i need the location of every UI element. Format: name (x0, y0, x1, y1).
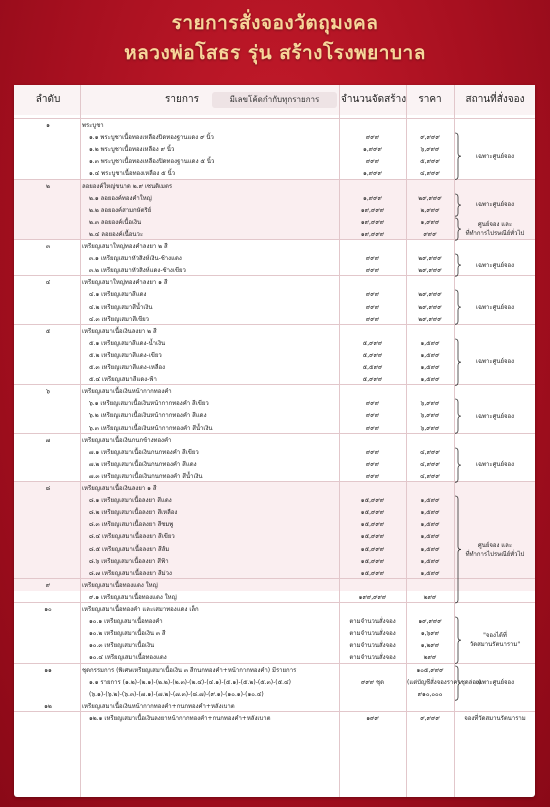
row-number: ๑๐ (44, 606, 52, 613)
row-item: ๑.๑ พระบูชาเนื้อทองเหลืองปิดทองฐานแดง ๙ นิ้ว (89, 134, 214, 142)
row-number: ๘ (45, 485, 51, 492)
row-qty: ๙๙๙ (365, 255, 380, 263)
row-price: ๒,๙๙๙ (420, 206, 440, 214)
row-price: ๑,๕๙๙ (420, 351, 440, 359)
row-price (407, 604, 453, 616)
table-row (14, 604, 535, 616)
brace-icon (454, 338, 462, 386)
row-item: ๓.๑ เหรียญเสมาหัวสิงห์เงิน-ช้างแดง (89, 255, 182, 263)
row-qty: ตามจำนวนสั่งจอง (349, 642, 396, 650)
row-qty: ๑๕,๙๙๙ (360, 533, 385, 541)
row-price: ๙๑๐,๐๐๐ (417, 690, 443, 698)
row-qty: ๙๙๙ (365, 303, 380, 311)
row-price: ๙๙๙ (423, 230, 437, 238)
brace-icon (454, 132, 462, 180)
row-item: เหรียญเสมาเนื้อเงินกนกข้างทองคำ (82, 436, 172, 444)
row-item: ๒.๒ ลอยองค์สามกษัตริย์ (89, 206, 152, 214)
row-price: ๔,๙๙๙ (420, 460, 440, 468)
row-price: ๑,๕๙๙ (420, 545, 440, 553)
row-price: ๒๙,๙๙๙ (418, 255, 442, 263)
row-item: ๔.๓ เหรียญเสมาสีเขียว (89, 315, 150, 323)
row-item: เหรียญเสมาเนื้อทองแดง ใหญ่ (82, 581, 158, 589)
row-number: ๕ (45, 327, 51, 335)
row-qty: ๑,๙๙๙ (363, 194, 382, 202)
row-item: ๑.๔ พระบูชาเนื้อทองเหลือง ๕ นิ้ว (89, 170, 176, 178)
row-qty: ๑๕,๙๙๙ (360, 509, 385, 517)
place-cell (461, 253, 529, 277)
row-number (22, 398, 74, 410)
row-number (22, 374, 74, 386)
table-row (14, 181, 535, 193)
table-row (14, 277, 535, 289)
brace-icon (454, 616, 462, 664)
page-subtitle: หลวงพ่อโสธร รุ่น สร้างโรงพยาบาล (124, 42, 426, 64)
row-item: ๑๐.๑ เหรียญเสมาเนื้อทองคำ (89, 618, 163, 626)
table-row (14, 241, 535, 253)
place-label: ศูนย์จอง และ (477, 541, 513, 549)
row-price: ๑,๕๙๙ (420, 521, 440, 529)
row-number (22, 507, 74, 519)
row-price: ๙,๙๙๙ (420, 714, 440, 722)
row-qty: ๙๙๙ (365, 158, 380, 166)
row-qty: ๙๙๙ (365, 424, 380, 432)
row-item: ๕.๒ เหรียญเสมาสีแดง-เขียว (89, 351, 162, 359)
row-item: ๕.๔ เหรียญเสมาสีแดง-ฟ้า (89, 376, 157, 384)
place-label: เฉพาะศูนย์จอง (475, 412, 515, 420)
row-qty: ๑๙,๙๙๙ (360, 218, 385, 226)
row-qty: ๙๙๙ (365, 412, 380, 420)
row-qty: ๙๙๙ (365, 472, 380, 480)
row-price: ๒๙๙ (423, 593, 437, 601)
row-qty: ตามจำนวนสั่งจอง (349, 654, 396, 662)
place-label: จองที่วัดสมานรัตนาราม (464, 715, 526, 723)
place-cell (461, 447, 529, 483)
row-qty (341, 181, 404, 193)
row-qty: ๕,๕๙๙ (362, 364, 383, 371)
row-price: ๑,๕๙๙ (420, 509, 440, 517)
row-price: ๑,๖๙๙ (420, 630, 440, 638)
row-number (22, 592, 74, 604)
row-number (22, 338, 74, 350)
row-qty (341, 120, 404, 132)
row-item: ๔.๑ เหรียญเสมาสีแดง (89, 291, 147, 299)
row-item: ๖.๑ เหรียญเสมาเนื้อเงินหน้ากากทองคำ สีเขียว (89, 400, 209, 408)
row-number (22, 265, 74, 277)
row-price: ๒๙,๙๙๙ (418, 267, 442, 275)
place-label: เฉพาะศูนย์จอง (475, 152, 515, 160)
row-qty: ๕,๙๙๙ (362, 351, 383, 359)
row-price (407, 181, 453, 193)
row-price (407, 701, 453, 713)
brace-icon (454, 253, 462, 277)
place-label: เฉพาะศูนย์จอง (475, 679, 515, 687)
row-number: ๓ (45, 243, 51, 250)
row-price: ๒๙,๙๙๙ (418, 291, 442, 299)
row-qty (341, 326, 404, 338)
row-number: ๑๒ (44, 702, 52, 710)
place-label: เฉพาะศูนย์จอง (475, 261, 515, 269)
row-item: ๒.๑ ลอยองค์ทองคำใหญ่ (89, 194, 152, 202)
row-item: เหรียญเสมาเนื้อทองคำ และเสมาทองแดง เล็ก (82, 606, 199, 613)
place-label: เฉพาะศูนย์จอง (475, 304, 515, 312)
place-cell (461, 217, 529, 241)
row-price: ๔,๙๙๙ (420, 170, 440, 178)
row-number: ๑๑ (44, 666, 52, 674)
row-qty: ตามจำนวนสั่งจอง (349, 618, 396, 626)
row-price: ๑๙,๙๙๙ (418, 618, 442, 626)
row-number: ๗ (45, 436, 51, 444)
order-table (14, 85, 535, 797)
row-number (22, 253, 74, 265)
brace-icon (454, 665, 462, 701)
row-qty: ๑๙๙ (366, 714, 379, 722)
row-qty: ตามจำนวนสั่งจอง (349, 630, 396, 638)
place-cell (461, 398, 529, 434)
row-qty: ๙๙๙ (365, 400, 380, 408)
row-price: ๑,๕๙๙ (420, 569, 440, 577)
row-number (22, 410, 74, 422)
row-qty: ๑๕,๙๙๙ (360, 497, 385, 505)
row-number (22, 616, 74, 628)
row-item: ๒.๓ ลอยองค์เนื้อเงิน (89, 218, 142, 226)
row-number (22, 205, 74, 217)
row-item: ๘.๗ เหรียญเสมาเนื้อลงยา สีม่วง (89, 569, 172, 577)
row-number (22, 495, 74, 507)
row-qty (341, 701, 404, 713)
row-number (22, 568, 74, 580)
table-row (14, 386, 535, 398)
row-number (22, 531, 74, 543)
row-qty: ๑๕,๙๙๙ (360, 557, 385, 565)
table-row (14, 713, 535, 725)
row-price (407, 120, 453, 132)
row-qty: ๙๙๙ ชุด (360, 678, 385, 686)
place-label: "จองได้ที่ (483, 632, 507, 640)
row-item: ๔.๒ เหรียญเสมาสีน้ำเงิน (89, 303, 153, 311)
row-qty: ๙๙๙ (365, 291, 380, 299)
row-price: ๕,๙๙๙ (420, 158, 440, 166)
row-qty: ๕,๙๙๙ (362, 376, 383, 384)
row-item: ๓.๒ เหรียญเสมาหัวสิงห์แดง-ช้างเขียว (89, 267, 186, 275)
group-rule (14, 118, 535, 119)
row-number (22, 652, 74, 664)
row-price: ๑,๕๙๙ (420, 557, 440, 565)
place-label: ที่ทำการไปรษณีย์ทั่วไป (465, 229, 525, 237)
row-item: ๗.๒ เหรียญเสมาเนื้อเงินกนกทองคำ สีแดง (89, 460, 197, 468)
row-price: ๒๙๙ (423, 654, 437, 662)
row-price: ๑,๕๙๙ (420, 376, 440, 384)
row-item: พระบูชา (82, 122, 104, 129)
row-qty: ๙๙๙ (365, 267, 380, 275)
row-item: ๙.๑ เหรียญเสมาเนื้อทองแดง ใหญ่ (89, 593, 177, 601)
row-qty: ๑๕,๙๙๙ (360, 521, 385, 529)
row-item: ๑.๒ พระบูชาเนื้อทองเหลือง ๙ นิ้ว (89, 146, 175, 154)
row-price (407, 386, 453, 398)
row-number (22, 628, 74, 640)
row-number (22, 229, 74, 241)
row-item: เหรียญเสมาเนื้อเงินลงยา ๒ สี (82, 327, 157, 335)
place-cell (461, 338, 529, 386)
row-item: ๕.๑ เหรียญเสมาสีแดง-น้ำเงิน (89, 339, 166, 347)
row-number (22, 302, 74, 314)
table-row (14, 483, 535, 495)
place-cell (461, 495, 529, 604)
place-cell (461, 616, 529, 664)
row-item: ๘.๖ เหรียญเสมาเนื้อลงยา สีฟ้า (89, 557, 169, 565)
row-qty: ๑๕,๙๙๙ (360, 545, 385, 553)
row-price (407, 483, 453, 495)
row-number: ๑ (46, 122, 50, 129)
row-price: ๑,๕๙๙ (420, 339, 440, 347)
row-number (22, 314, 74, 326)
table-row (14, 701, 535, 713)
row-price (407, 435, 453, 447)
row-price: ๑,๙๙๙ (420, 218, 440, 226)
row-number (22, 144, 74, 156)
brace-icon (454, 217, 462, 241)
row-number (22, 168, 74, 180)
place-label: เฉพาะศูนย์จอง (475, 358, 515, 366)
row-number (22, 471, 74, 483)
brace-icon (454, 495, 462, 604)
row-price (407, 326, 453, 338)
row-item: ๕.๓ เหรียญเสมาสีแดง-เหลือง (89, 364, 166, 371)
row-number (22, 156, 74, 168)
row-number (22, 350, 74, 362)
row-item: ๒.๔ ลอยองค์เนื้อนวะ (89, 230, 144, 238)
page-title: รายการสั่งจองวัตถุมงคล (171, 12, 379, 34)
table-row (14, 326, 535, 338)
row-qty (341, 689, 404, 701)
header-price: ราคา (418, 94, 442, 105)
row-qty: ๙๙๙ (365, 134, 380, 142)
place-cell (461, 132, 529, 180)
row-item: ๖.๓ เหรียญเสมาเนื้อเงินหน้ากากทองคำ สีน้ำเงิน (89, 424, 213, 432)
row-qty (341, 580, 404, 592)
row-item: ๑๒.๑ เหรียญเสมาเนื้อเงินลงยาหน้ากากทองคำ+กนกทองคำ+หลังเบาต (89, 714, 271, 722)
row-qty: ๑๕,๙๙๙ (360, 569, 385, 577)
place-label: ศูนย์จอง และ (477, 220, 513, 228)
row-number: ๒ (46, 182, 50, 190)
header-item: รายการ (165, 94, 199, 105)
row-item: ชุดกรรมการ (พิเศษเหรียญเสมาเนื้อเงิน ๓ สีกนกทองคำ+หน้ากากทองคำ) มีรายการ (82, 666, 297, 674)
row-price: ๔,๙๙๙ (420, 472, 440, 480)
row-price: ๔,๙๙๙ (420, 448, 440, 456)
row-price: (แต่บัญชีสั่งจองราคาชุดล่อง) (407, 678, 482, 686)
place-label: เฉพาะศูนย์จอง (475, 201, 515, 209)
row-qty: ๑๙,๙๙๙ (360, 230, 385, 238)
header-qty: จำนวนจัดสร้าง (341, 94, 407, 105)
row-number: ๙ (45, 581, 51, 589)
row-qty (341, 665, 404, 677)
place-cell (461, 289, 529, 325)
place-label: วัดสมานรัตนาราม" (469, 641, 521, 649)
row-number: ๖ (46, 388, 50, 396)
place-label: ที่ทำการไปรษณีย์ทั่วไป (465, 550, 525, 558)
row-item: เหรียญเสมาใหญ่ทองคำลงยา ๒ สี (82, 243, 168, 250)
row-price: ๑,๕๙๙ (420, 497, 440, 505)
row-price: ๑,๕๙๙ (420, 533, 440, 541)
row-item: ๘.๕ เหรียญเสมาเนื้อลงยา สีส้ม (89, 545, 170, 553)
place-cell (461, 665, 529, 701)
row-item: ๘.๒ เหรียญเสมาเนื้อลงยา สีเหลือง (89, 509, 178, 517)
row-qty (341, 386, 404, 398)
row-qty: ๑,๙๙๙ (363, 146, 382, 154)
row-item: ๗.๑ เหรียญเสมาเนื้อเงินกนกทองคำ สีเขียว (89, 448, 199, 456)
row-price: ๖,๙๙๙ (420, 412, 440, 420)
row-price (407, 241, 453, 253)
row-number (22, 544, 74, 556)
row-price: ๖,๙๙๙ (420, 146, 440, 154)
row-price: ๑,๕๙๙ (420, 364, 440, 371)
row-qty (341, 241, 404, 253)
row-number (22, 132, 74, 144)
header-place: สถานที่สั่งจอง (465, 94, 525, 105)
row-number (22, 677, 74, 689)
place-label: เฉพาะศูนย์จอง (475, 461, 515, 469)
row-number (22, 423, 74, 435)
row-item: เหรียญเสมาใหญ่ทองคำลงยา ๑ สี (82, 279, 168, 287)
row-qty: ๑๙๙,๙๙๙ (358, 593, 387, 601)
row-qty (341, 604, 404, 616)
row-number (22, 519, 74, 531)
row-item: เหรียญเสมาเนื้อเงินลงยา ๑ สี (82, 485, 157, 492)
row-item: เหรียญเสมาเนื้อเงินหน้ากากทองคำ (82, 388, 172, 396)
row-price: ๑,๒๙๙ (420, 642, 440, 650)
row-price: ๒๙,๙๙๙ (418, 303, 442, 311)
place-cell (461, 193, 529, 217)
row-price: ๑๐๕,๙๙๙ (416, 666, 444, 674)
row-item: เหรียญเสมาเนื้อเงินหน้ากากทองคำ+กนกทองคำ+หลังเบาต (82, 702, 235, 710)
row-price: ๙,๙๙๙ (420, 134, 440, 142)
brace-icon (454, 447, 462, 483)
row-item: ๑๐.๒ เหรียญเสมาเนื้อเงิน ๓ สี (89, 630, 166, 638)
row-number (22, 713, 74, 725)
row-qty (341, 483, 404, 495)
row-price (407, 277, 453, 289)
table-header (14, 85, 535, 115)
row-number (22, 362, 74, 374)
row-qty: ๙๙๙ (365, 448, 380, 456)
row-qty: ๙๙๙ (365, 315, 380, 323)
row-price: ๖,๙๙๙ (420, 424, 440, 432)
brace-icon (454, 193, 462, 217)
row-item: ๘.๑ เหรียญเสมาเนื้อลงยา สีแดง (89, 497, 172, 505)
row-qty (341, 435, 404, 447)
row-qty (341, 277, 404, 289)
row-price: ๒๙,๙๙๙ (418, 194, 442, 202)
brace-icon (454, 289, 462, 325)
row-price: ๖,๙๙๙ (420, 400, 440, 408)
row-number (22, 193, 74, 205)
row-price (407, 580, 453, 592)
row-number: ๔ (45, 279, 51, 287)
row-number (22, 289, 74, 301)
row-item: ๑.๑ รายการ (๑.๒)-(๒.๑)-(๒.๒)-(๒.๓)-(๒.๔)-(๔.๑)-(๕.๑)-(๕.๒)-(๕.๓)-(๕.๔) (89, 678, 291, 686)
row-number (22, 217, 74, 229)
row-item: (๖.๑)-(๖.๒)-(๖.๓)-(๗.๑)-(๗.๒)-(๗.๓)-(๘.๗)-(๙.๑)-(๑๐.๑)-(๑๐.๔) (89, 690, 264, 698)
row-item: ๑.๓ พระบูชาเนื้อทองเหลืองปิดทองฐานแดง ๕ นิ้ว (89, 158, 215, 166)
place-cell (461, 713, 529, 725)
brace-icon (454, 398, 462, 434)
row-item: ๑๐.๓ เหรียญเสมาเนื้อเงิน (89, 642, 155, 650)
row-price: ๒๙,๙๙๙ (418, 315, 442, 323)
header-order: ลำดับ (35, 94, 61, 105)
row-item: ๘.๓ เหรียญเสมาเนื้อลงยา สีชมพู (89, 521, 174, 529)
row-item: ๑๐.๔ เหรียญเสมาเนื้อทองแดง (89, 654, 167, 662)
row-item: ลอยองค์ใหญ่ขนาด ๒.๙ เซนติเมตร (82, 182, 173, 190)
row-qty: ๑,๙๙๙ (363, 170, 382, 178)
row-qty: ๑๙,๙๙๙ (360, 206, 385, 214)
table-row (14, 120, 535, 132)
row-number (22, 640, 74, 652)
table-row (14, 435, 535, 447)
row-qty: ๙๙๙ (365, 460, 380, 468)
row-item: ๘.๔ เหรียญเสมาเนื้อลงยา สีเขียว (89, 533, 175, 541)
row-number (22, 459, 74, 471)
row-item: ๗.๓ เหรียญเสมาเนื้อเงินกนกทองคำ สีน้ำเงิน (89, 472, 203, 480)
row-qty: ๕,๙๙๙ (362, 339, 383, 347)
row-item: ๖.๒ เหรียญเสมาเนื้อเงินหน้ากากทองคำ สีแดง (89, 412, 207, 420)
row-number (22, 447, 74, 459)
row-number (22, 689, 74, 701)
row-number (22, 556, 74, 568)
header-code-note: มีเลขโค้ดกำกับทุกรายการ (212, 92, 337, 108)
